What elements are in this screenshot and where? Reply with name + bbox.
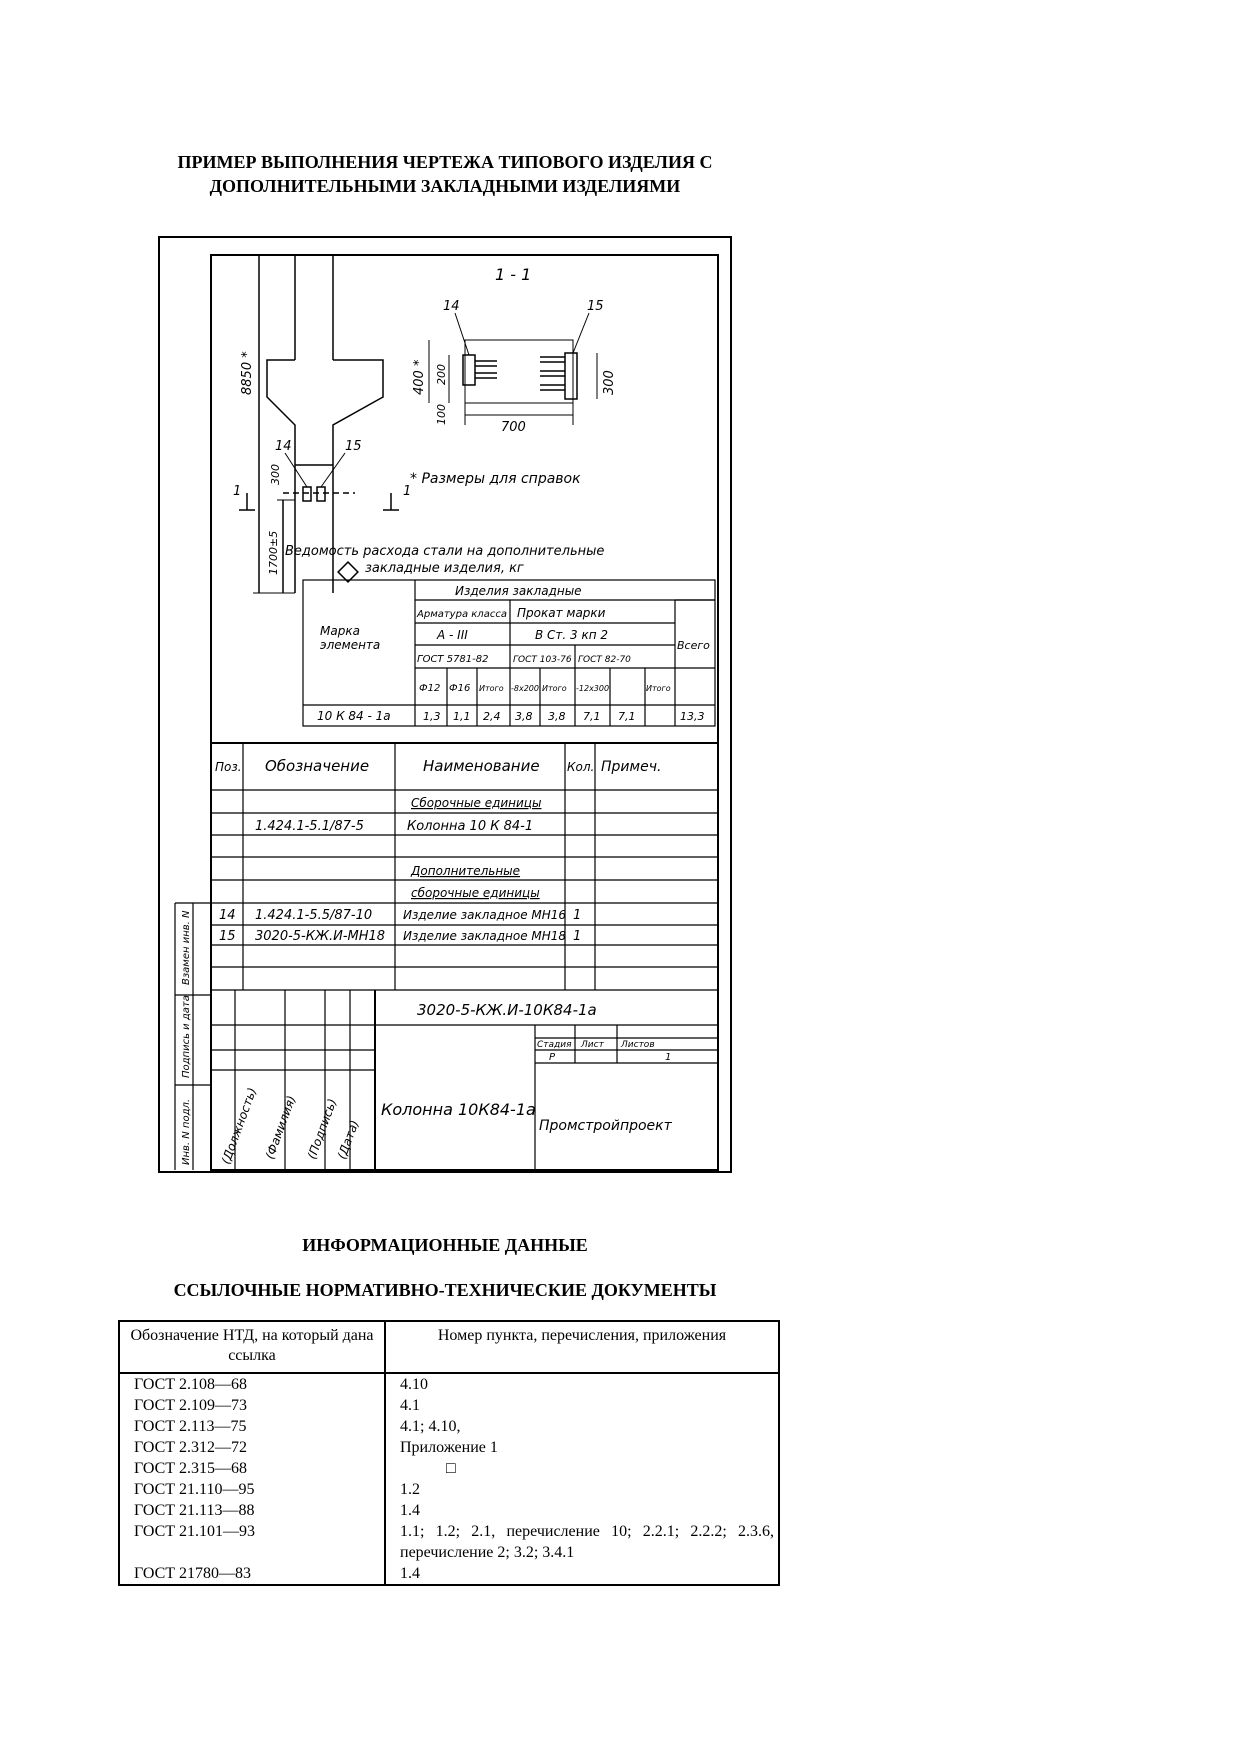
ntd-doc: ГОСТ 2.315—68 xyxy=(120,1458,386,1479)
steel-row-mark: 10 К 84 - 1а xyxy=(317,709,391,723)
stamp-code: 3020-5-КЖ.И-10К84-1а xyxy=(417,1001,597,1019)
dim-300-left: 300 xyxy=(269,464,282,485)
stamp-sheets: 1 xyxy=(665,1052,672,1063)
ntd-doc: ГОСТ 2.109—73 xyxy=(120,1395,386,1416)
stamp-sheet-h: Лист xyxy=(581,1040,604,1050)
spec-h-pos: Поз. xyxy=(215,760,242,774)
steel-gost-2: ГОСТ 103-76 xyxy=(513,655,572,665)
steel-vst: В Ст. 3 кп 2 xyxy=(535,628,609,642)
spec-assembly: Сборочные единицы xyxy=(411,796,542,810)
dim-700: 700 xyxy=(501,420,526,435)
ntd-ref: 1.2 xyxy=(400,1481,420,1498)
cut-label-right: 1 xyxy=(403,484,412,499)
steel-val-0: 1,3 xyxy=(423,710,441,723)
steel-val-1: 1,1 xyxy=(453,710,471,723)
spec-h-note: Примеч. xyxy=(601,759,662,775)
stamp-name: Колонна 10К84-1а xyxy=(381,1100,536,1119)
table-row xyxy=(120,1395,778,1416)
stamp-col-3: (Подпись) xyxy=(304,1096,340,1162)
spec-add-1: Дополнительные xyxy=(411,864,521,878)
title-block-text xyxy=(219,1001,673,1166)
spec-qty-15: 1 xyxy=(573,929,582,944)
dim-400: 400 * xyxy=(412,359,427,395)
steel-val-6: 7,1 xyxy=(618,710,636,723)
section-heading-info: ИНФОРМАЦИОННЫЕ ДАННЫЕ xyxy=(302,1235,588,1255)
steel-table-text xyxy=(317,584,710,723)
dim-200: 200 xyxy=(435,364,448,385)
spec-h-name: Наименование xyxy=(423,757,540,775)
document-title xyxy=(110,150,780,198)
steel-embedded: Изделия закладные xyxy=(455,584,582,598)
steel-s2: -12х300 xyxy=(576,684,610,693)
technical-drawing xyxy=(155,235,735,1175)
sec-pos-15: 15 xyxy=(587,299,604,314)
table-row xyxy=(120,1458,778,1479)
sec-pos-14: 14 xyxy=(443,299,460,314)
stamp-col-4: (Дата) xyxy=(334,1118,362,1162)
table-row xyxy=(120,1500,778,1521)
pos-14-label: 14 xyxy=(275,439,292,454)
steel-val-2: 2,4 xyxy=(483,710,501,723)
spec-name-14: Изделие закладное МН16 xyxy=(403,908,567,922)
table-row xyxy=(120,1479,778,1500)
column-elevation xyxy=(239,255,399,593)
stamp-sheets-h: Листов xyxy=(621,1040,655,1050)
spec-qty-14: 1 xyxy=(573,908,582,923)
steel-mark-1: Марка xyxy=(320,624,360,638)
cut-label-left: 1 xyxy=(233,484,242,499)
stamp-stage: Р xyxy=(549,1052,556,1063)
side-margin-text xyxy=(181,910,192,1165)
ntd-ref: 1.4 xyxy=(400,1502,420,1519)
dim-300-right: 300 xyxy=(602,370,617,395)
ntd-doc: ГОСТ 2.108—68 xyxy=(120,1374,386,1395)
steel-val-5: 7,1 xyxy=(583,710,601,723)
steel-f16: Ф16 xyxy=(449,683,471,694)
steel-gost-3: ГОСТ 82-70 xyxy=(578,655,631,665)
ntd-doc: ГОСТ 21.101—93 xyxy=(120,1521,386,1563)
side-text-1: Взамен инв. N xyxy=(181,910,192,985)
steel-title-1: Ведомость расхода стали на дополнительные xyxy=(285,544,605,559)
spec-des-1: 1.424.1-5.1/87-5 xyxy=(255,819,364,834)
spec-name-1: Колонна 10 К 84-1 xyxy=(407,819,534,834)
dim-100: 100 xyxy=(435,404,448,425)
spec-h-des: Обозначение xyxy=(265,757,370,775)
steel-gost-1: ГОСТ 5781-82 xyxy=(417,654,489,665)
ntd-ref: 1.1; 1.2; 2.1, перечисление 10; 2.2.1; 2.2.2; 2.3.6, перечисление 2; 3.2; 3.4.1 xyxy=(400,1523,774,1561)
ntd-doc: ГОСТ 2.312—72 xyxy=(120,1437,386,1458)
table-row xyxy=(120,1416,778,1437)
table-row xyxy=(120,1521,778,1563)
steel-a3: А - III xyxy=(437,628,468,642)
ntd-ref: Приложение 1 xyxy=(400,1439,498,1456)
steel-itogo-2: Итого xyxy=(542,684,567,693)
ntd-table-header xyxy=(120,1322,778,1374)
steel-val-7: 13,3 xyxy=(680,710,705,723)
stamp-stage-h: Стадия xyxy=(537,1040,572,1050)
title-line-2: ДОПОЛНИТЕЛЬНЫМИ ЗАКЛАДНЫМИ ИЗДЕЛИЯМИ xyxy=(209,176,681,196)
side-text-2: Подпись и дата xyxy=(181,995,192,1078)
ntd-doc: ГОСТ 21780—83 xyxy=(120,1563,386,1584)
ntd-doc: ГОСТ 2.113—75 xyxy=(120,1416,386,1437)
spec-des-15: 3020-5-КЖ.И-МН18 xyxy=(255,929,386,944)
stamp-org: Промстройпроект xyxy=(539,1118,672,1134)
section-1-1 xyxy=(429,313,597,425)
spec-pos-14: 14 xyxy=(219,908,236,923)
stamp-col-1: (Должность) xyxy=(218,1085,260,1167)
table-row xyxy=(120,1563,778,1584)
ntd-header-col2: Номер пункта, перечисления, приложения xyxy=(437,1327,727,1344)
ntd-doc: ГОСТ 21.110—95 xyxy=(120,1479,386,1500)
steel-itogo-3: Итого xyxy=(646,684,671,693)
steel-itogo-1: Итого xyxy=(479,684,504,693)
section-title: 1 - 1 xyxy=(495,265,532,284)
steel-s1: -8х200 xyxy=(511,684,539,693)
ntd-ref: □ xyxy=(446,1460,456,1477)
spec-des-14: 1.424.1-5.5/87-10 xyxy=(255,908,373,923)
steel-title-2: закладные изделия, кг xyxy=(365,561,524,576)
section-labels xyxy=(285,265,617,576)
spec-h-qty: Кол. xyxy=(567,760,595,774)
steel-table xyxy=(303,580,715,726)
steel-f12: Ф12 xyxy=(419,683,441,694)
side-text-3: Инв. N подл. xyxy=(181,1098,192,1165)
ntd-ref: 1.4 xyxy=(400,1565,420,1582)
title-line-1: ПРИМЕР ВЫПОЛНЕНИЯ ЧЕРТЕЖА ТИПОВОГО ИЗДЕЛИЯ С xyxy=(177,152,713,172)
ntd-ref: 4.1; 4.10, xyxy=(400,1418,461,1435)
dim-8850: 8850 * xyxy=(240,351,255,395)
ntd-ref: 4.1 xyxy=(400,1397,420,1414)
spec-name-15: Изделие закладное МН18 xyxy=(403,929,567,943)
steel-rebar-class: Арматура класса xyxy=(417,609,507,620)
steel-mark-2: элемента xyxy=(320,638,381,652)
spec-add-2: сборочные единицы xyxy=(411,886,540,900)
steel-total: Всего xyxy=(677,639,710,652)
table-row xyxy=(120,1437,778,1458)
ntd-table xyxy=(118,1320,780,1586)
spec-pos-15: 15 xyxy=(219,929,236,944)
steel-rolled: Прокат марки xyxy=(517,606,606,620)
ntd-doc: ГОСТ 21.113—88 xyxy=(120,1500,386,1521)
ntd-header-col1: Обозначение НТД, на который дана ссылка xyxy=(120,1322,386,1372)
pos-15-label: 15 xyxy=(345,439,362,454)
steel-val-3: 3,8 xyxy=(515,710,533,723)
reference-note: * Размеры для справок xyxy=(410,471,581,487)
dim-1700: 1700±5 xyxy=(267,530,280,575)
section-heading-ntd: ССЫЛОЧНЫЕ НОРМАТИВНО-ТЕХНИЧЕСКИЕ ДОКУМЕНТЫ xyxy=(173,1280,717,1300)
stamp-col-2: (Фамилия) xyxy=(262,1093,299,1162)
ntd-ref: 4.10 xyxy=(400,1376,428,1393)
steel-val-4: 3,8 xyxy=(548,710,566,723)
table-row xyxy=(120,1374,778,1395)
